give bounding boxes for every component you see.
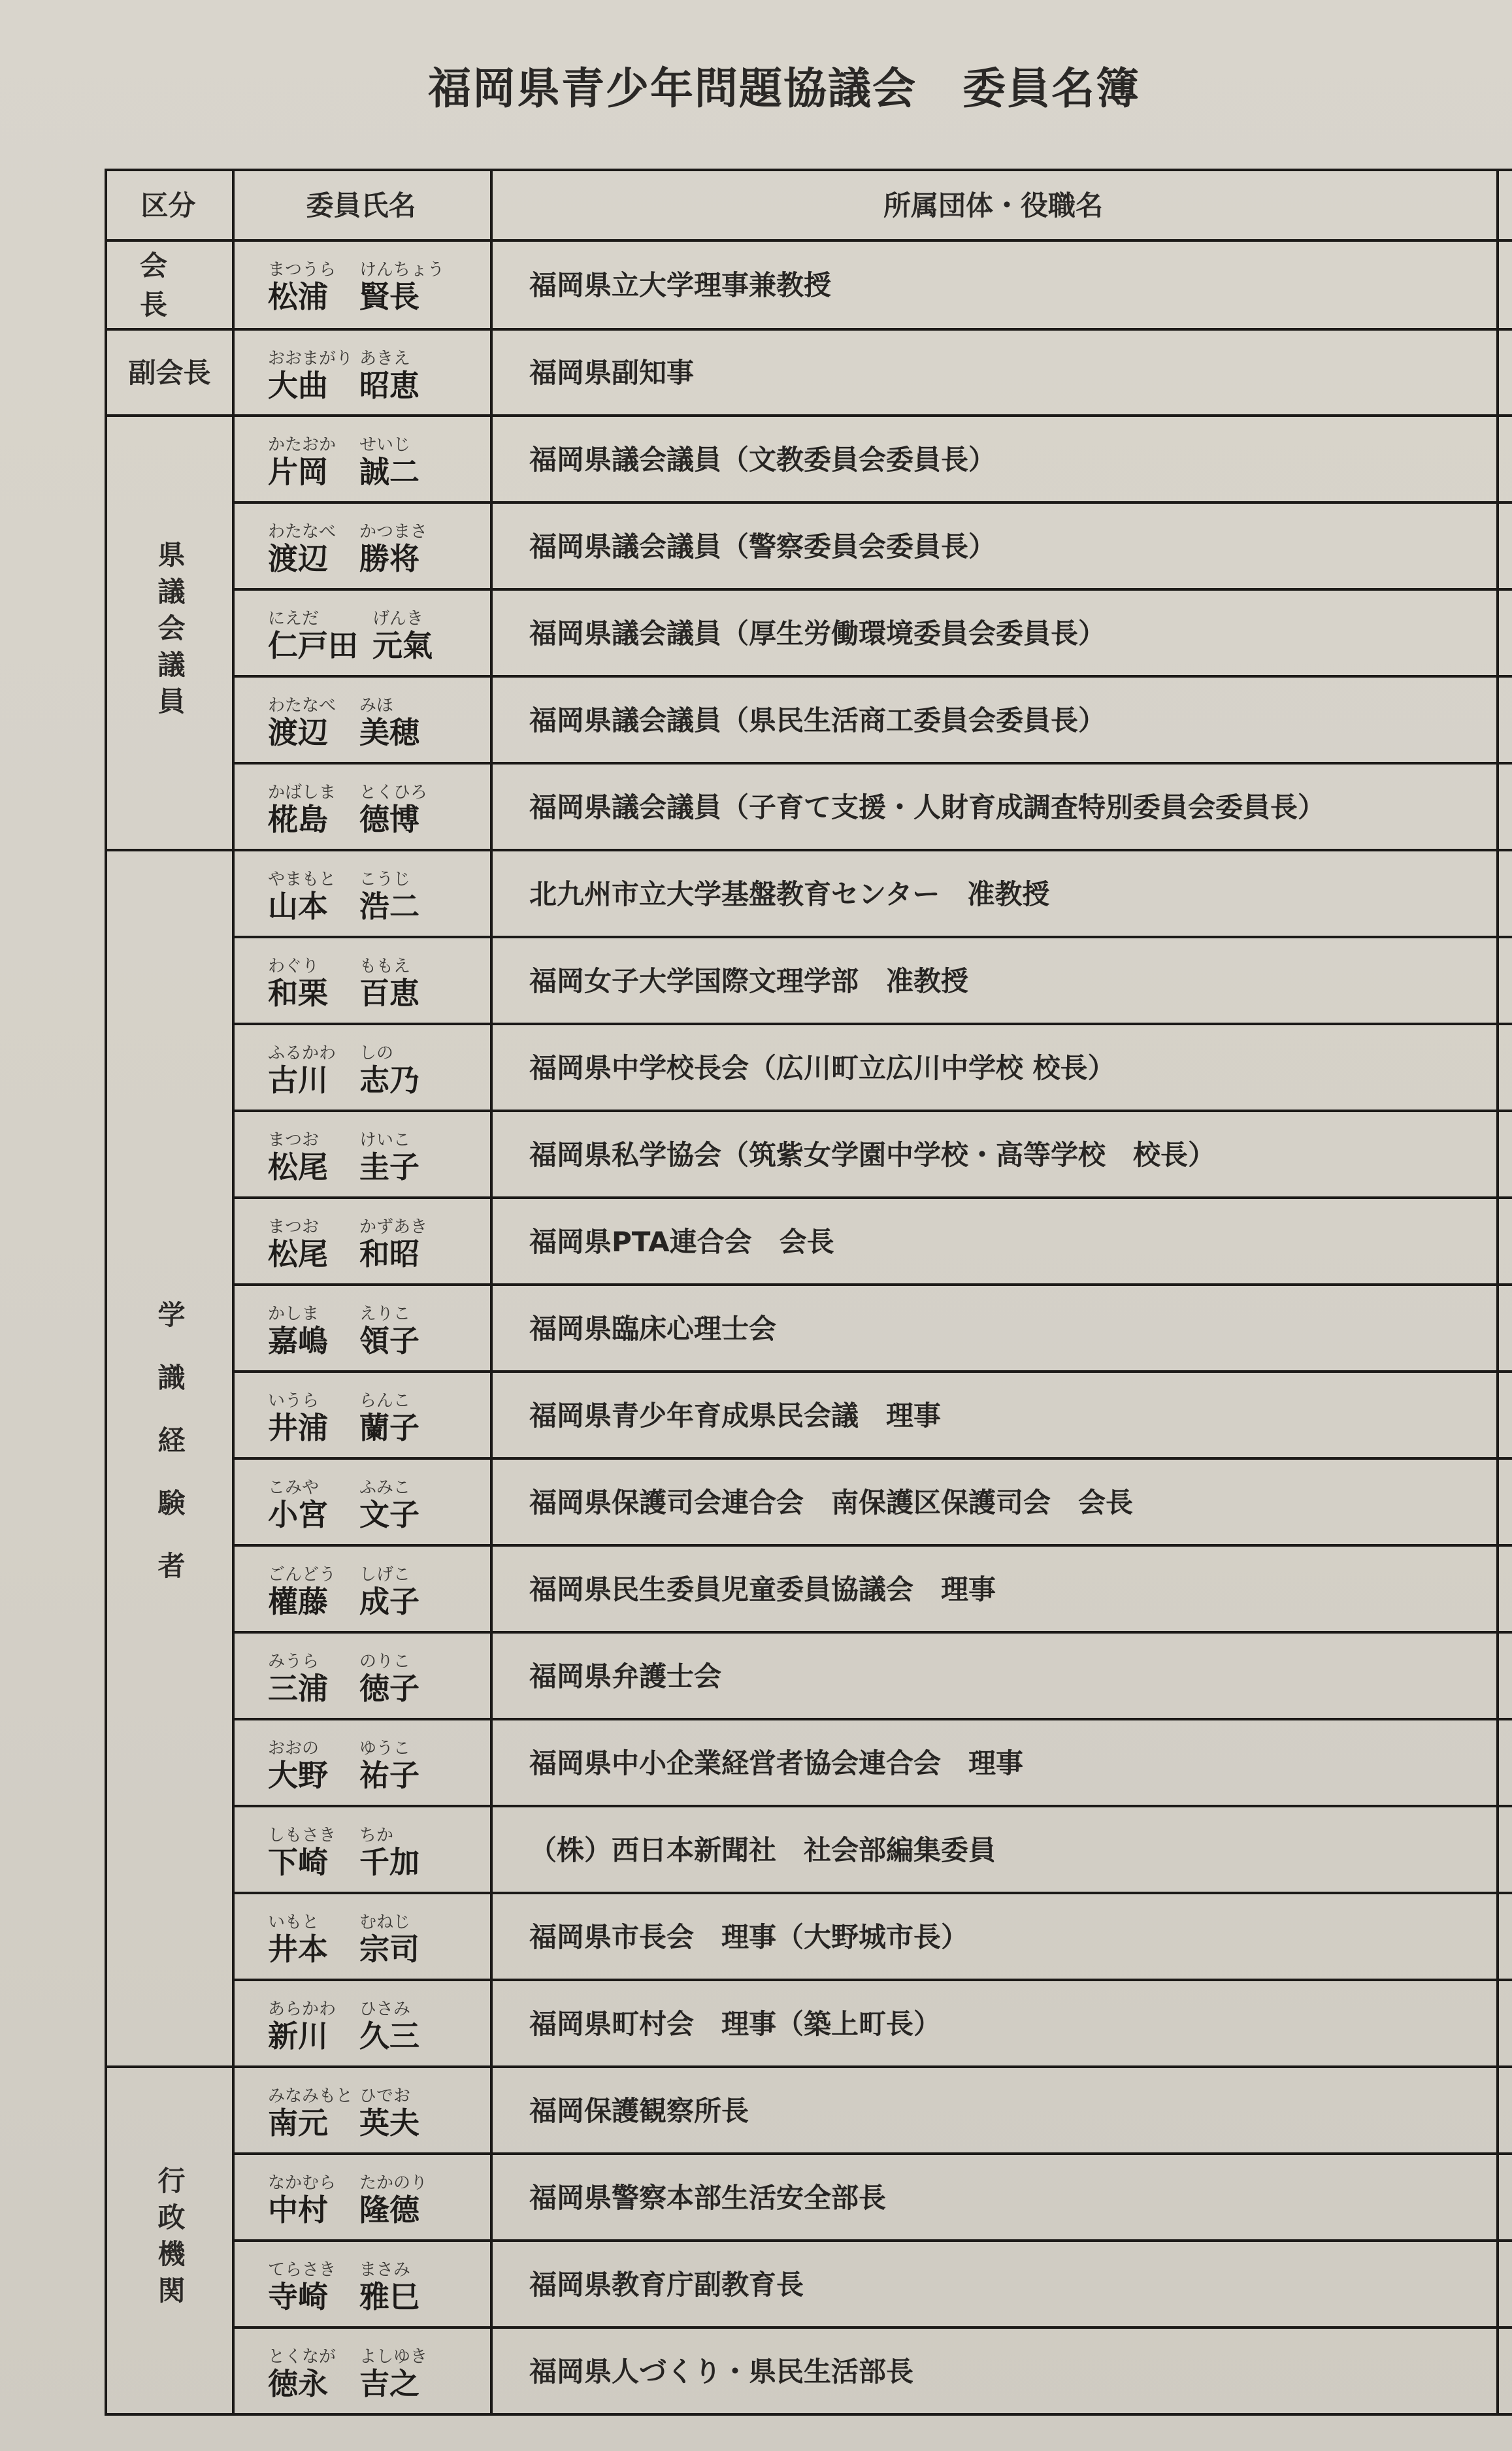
given-name-kana: かつまさ [359,522,428,542]
surname: 井本 [268,1932,328,1967]
member-name-cell [268,1110,490,1196]
member-name-cell [268,1196,490,1283]
affiliation-cell: 福岡県私学協会（筑紫女学園中学校・高等学校 校長） [529,1138,1216,1171]
surname-kana: てらさき [268,2260,337,2280]
surname: 和栗 [268,976,328,1011]
given-name-kana: せいじ [359,435,411,455]
table-row [105,1023,1512,1110]
given-name-kana: ももえ [359,957,411,976]
given-name-kana: げんき [372,609,424,629]
member-name-cell [268,414,490,501]
surname-kana: まつうら [268,260,337,280]
member-name-cell [268,1805,490,1892]
given-name: 千加 [359,1845,419,1880]
given-name: 美穂 [359,715,419,750]
surname-kana: わたなべ [268,696,337,716]
header-affiliation: 所属団体・役職名 [883,189,1103,222]
category-label: 行政機関 [154,2166,186,2312]
given-name-kana: あきえ [359,349,411,369]
row-rule [232,2413,1512,2416]
given-name: 祐子 [359,1758,419,1793]
table-row [105,1979,1512,2065]
document-title [0,54,1512,116]
given-name: 勝将 [359,541,419,576]
member-name-cell [268,501,490,588]
member-name-cell [268,762,490,849]
affiliation-cell: 福岡県議会議員（厚生労働環境委員会委員長） [529,617,1106,650]
title-sub: 委員名簿 [962,63,1140,114]
given-name: 吉之 [359,2366,419,2401]
surname: 寺崎 [268,2279,328,2314]
given-name-kana: けいこ [359,1130,411,1150]
surname-kana: かしま [268,1304,320,1324]
surname: 渡辺 [268,541,328,576]
table-top-rule [105,169,1512,171]
surname-kana: あらかわ [268,1999,337,2019]
affiliation-cell: 福岡県副知事 [529,357,695,389]
table-row [105,1892,1512,1979]
given-name: 宗司 [359,1932,419,1967]
member-name-cell [268,239,490,328]
table-row [105,1718,1512,1805]
affiliation-cell: 福岡県民生委員児童委員協議会 理事 [529,1573,996,1605]
surname: 大野 [268,1758,328,1793]
given-name-kana: みほ [359,696,394,716]
given-name-kana: けんちょう [359,260,445,280]
given-name-kana: ふみこ [359,1478,411,1498]
given-name-kana: まさみ [359,2260,411,2280]
given-name: 領子 [359,1323,419,1358]
surname: 嘉嶋 [268,1323,328,1358]
member-name-cell [268,1457,490,1544]
surname-kana: ふるかわ [268,1044,337,1063]
surname: 渡辺 [268,715,328,750]
given-name-kana: こうじ [359,870,411,889]
surname-kana: こみや [268,1478,320,1498]
affiliation-cell: 福岡県青少年育成県民会議 理事 [529,1399,942,1432]
given-name-kana: ひさみ [359,1999,411,2019]
affiliation-cell: 福岡県臨床心理士会 [529,1312,777,1345]
surname: 仁戸田 [268,628,358,663]
table-row [105,1544,1512,1631]
member-name-cell [268,1283,490,1370]
given-name-kana: ひでお [359,2086,411,2106]
given-name-kana: のりこ [359,1652,411,1671]
surname: 松尾 [268,1149,328,1185]
header-name: 委員氏名 [306,189,416,222]
member-name-cell [268,588,490,675]
given-name: 浩二 [359,889,419,924]
surname-kana: みなみもと [268,2086,353,2106]
surname-kana: おおまがり [268,349,353,369]
member-name-cell [268,1631,490,1718]
given-name: 德博 [359,802,419,837]
surname: 三浦 [268,1671,328,1706]
given-name: 成子 [359,1584,419,1619]
member-name-cell [268,1979,490,2065]
affiliation-cell: 福岡県教育庁副教育長 [529,2268,804,2301]
member-name-cell [268,936,490,1023]
member-name-cell [268,849,490,936]
given-name: 元氣 [372,628,433,663]
given-name: 百恵 [359,976,419,1011]
surname-kana: とくなが [268,2347,337,2367]
table-row [105,1196,1512,1283]
table-row [105,675,1512,762]
given-name: 圭子 [359,1149,419,1185]
surname: 椛島 [268,802,328,837]
table-row [105,762,1512,849]
given-name: 英夫 [359,2105,419,2141]
category-label: 県議会議員 [154,540,186,723]
title-main: 福岡県青少年問題協議会 [428,63,917,114]
surname-kana: いうら [268,1391,320,1411]
affiliation-cell: 福岡県弁護士会 [529,1660,722,1692]
member-name-cell [268,2239,490,2326]
table-row [105,2152,1512,2239]
table-row [105,1631,1512,1718]
affiliation-cell: 福岡県保護司会連合会 南保護区保護司会 会長 [529,1486,1134,1519]
category-label: 副会長 [128,357,211,389]
given-name-kana: ちか [359,1826,394,1845]
member-name-cell [268,1023,490,1110]
surname-kana: かたおか [268,435,337,455]
surname: 古川 [268,1062,328,1098]
member-name-cell [268,1544,490,1631]
table-row [105,1805,1512,1892]
surname: 權藤 [268,1584,328,1619]
surname-kana: かばしま [268,783,337,802]
given-name: 蘭子 [359,1410,419,1445]
given-name: 賢長 [359,279,419,314]
affiliation-cell: 福岡県市長会 理事（大野城市長） [529,1920,969,1953]
member-name-cell [268,2326,490,2413]
affiliation-cell: 福岡女子大学国際文理学部 准教授 [529,964,969,997]
surname-kana: みうら [268,1652,320,1671]
table-row [105,414,1512,501]
surname: 片岡 [268,454,328,489]
given-name-kana: かずあき [359,1217,428,1237]
table-row [105,849,1512,936]
table-row [105,1457,1512,1544]
affiliation-cell: 福岡県議会議員（文教委員会委員長） [529,443,996,476]
given-name: 文子 [359,1497,419,1532]
affiliation-cell: 福岡県町村会 理事（築上町長） [529,2007,942,2040]
surname: 山本 [268,889,328,924]
member-name-cell [268,1370,490,1457]
given-name: 志乃 [359,1062,419,1098]
surname: 松尾 [268,1236,328,1272]
given-name: 久三 [359,2018,419,2054]
affiliation-cell: 福岡保護観察所長 [529,2094,749,2127]
surname: 大曲 [268,368,328,403]
surname-kana: しもさき [268,1826,337,1845]
given-name: 誠二 [359,454,419,489]
member-name-cell [268,1892,490,1979]
category-label: 会長 [140,250,201,321]
member-name-cell [268,2152,490,2239]
given-name-kana: しげこ [359,1565,411,1585]
surname-kana: わぐり [268,957,320,976]
surname: 中村 [268,2192,328,2228]
surname: 小宮 [268,1497,328,1532]
table-row [105,2239,1512,2326]
member-roster-table [105,169,1512,2400]
table-row [105,239,1512,328]
given-name-kana: むねじ [359,1913,411,1932]
member-name-cell [268,328,490,414]
affiliation-cell: 福岡県中学校長会（広川町立広川中学校 校長） [529,1051,1115,1084]
affiliation-cell: 福岡県議会議員（子育て支援・人財育成調査特別委員会委員長） [529,791,1326,823]
table-row [105,1110,1512,1196]
surname: 新川 [268,2018,328,2054]
surname-kana: いもと [268,1913,320,1932]
member-name-cell [268,2065,490,2152]
given-name: 隆德 [359,2192,419,2228]
member-name-cell [268,675,490,762]
surname-kana: なかむら [268,2173,337,2193]
surname-kana: まつお [268,1130,320,1150]
table-row [105,588,1512,675]
category-label: 学識経験者 [154,1300,186,1614]
affiliation-cell: 福岡県人づくり・県民生活部長 [529,2355,914,2388]
table-row [105,1283,1512,1370]
given-name: 徳子 [359,1671,419,1706]
given-name-kana: しの [359,1044,394,1063]
given-name: 和昭 [359,1236,419,1272]
surname-kana: まつお [268,1217,320,1237]
surname: 下崎 [268,1845,328,1880]
table-row [105,1370,1512,1457]
given-name-kana: よしゆき [359,2347,428,2367]
affiliation-cell: 福岡県中小企業経営者協会連合会 理事 [529,1747,1024,1779]
surname: 徳永 [268,2366,328,2401]
affiliation-cell: 福岡県議会議員（県民生活商工委員会委員長） [529,704,1106,736]
surname: 松浦 [268,279,328,314]
affiliation-cell: 福岡県警察本部生活安全部長 [529,2181,887,2214]
given-name-kana: らんこ [359,1391,411,1411]
affiliation-cell: （株）西日本新聞社 社会部編集委員 [529,1834,996,1866]
given-name-kana: たかのり [359,2173,428,2193]
surname-kana: おおの [268,1739,320,1758]
table-row [105,936,1512,1023]
affiliation-cell: 福岡県立大学理事兼教授 [529,269,832,301]
given-name-kana: とくひろ [359,783,428,802]
surname-kana: にえだ [268,609,320,629]
surname-kana: ごんどう [268,1565,337,1585]
header-category: 区分 [140,189,196,222]
given-name: 雅巳 [359,2279,419,2314]
affiliation-cell: 福岡県PTA連合会 会長 [529,1225,834,1258]
table-row [105,2326,1512,2413]
given-name-kana: えりこ [359,1304,411,1324]
affiliation-cell: 福岡県議会議員（警察委員会委員長） [529,530,996,563]
member-name-cell [268,1718,490,1805]
surname-kana: やまもと [268,870,337,889]
table-row [105,501,1512,588]
surname-kana: わたなべ [268,522,337,542]
surname: 井浦 [268,1410,328,1445]
table-row [105,328,1512,414]
surname: 南元 [268,2105,328,2141]
given-name-kana: ゆうこ [359,1739,411,1758]
given-name: 昭恵 [359,368,419,403]
affiliation-cell: 北九州市立大学基盤教育センター 准教授 [529,878,1050,910]
table-row [105,2065,1512,2152]
